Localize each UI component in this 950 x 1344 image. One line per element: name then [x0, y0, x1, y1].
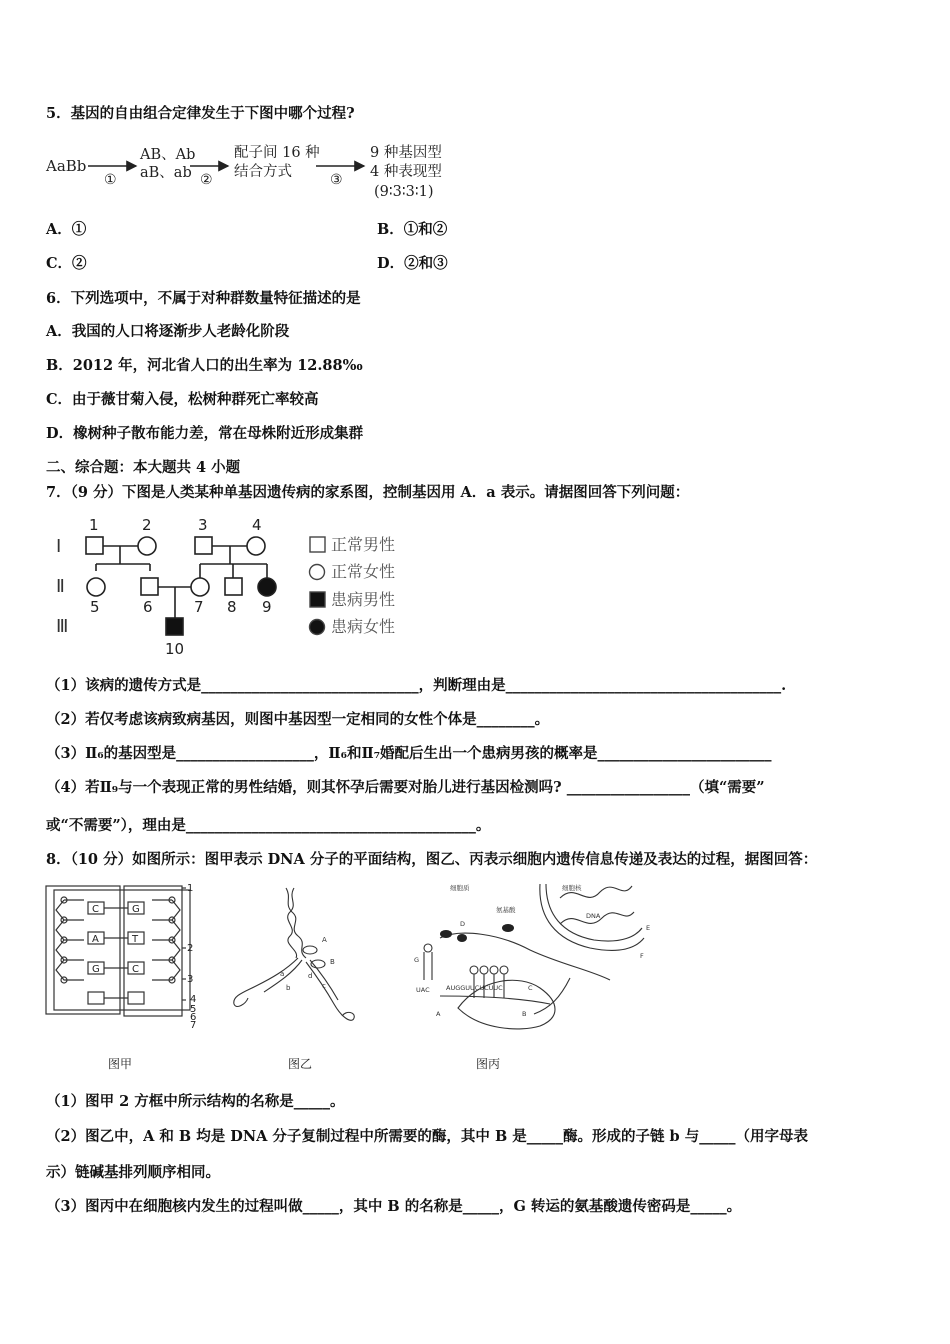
q8-sub2: （2）图乙中，A 和 B 均是 DNA 分子复制过程中所需要的酶，其中 B 是_____酶。形成的子链 b 与_____（用字母表 [46, 1128, 808, 1145]
gen-label-3: Ⅲ [56, 616, 69, 637]
q8-sub2-cont: 示）链碱基排列顺序相同。 [46, 1164, 220, 1181]
figure-bing-translation [410, 878, 650, 1074]
individual-III10 [166, 618, 183, 635]
q8-sub1: （1）图甲 2 方框中所示结构的名称是_____。 [46, 1093, 345, 1110]
individual-I3 [195, 537, 212, 554]
gen-label-2: Ⅱ [56, 576, 65, 597]
svg-text:C: C [92, 904, 99, 915]
svg-text:T: T [132, 934, 139, 945]
q7-sub4: （4）若Ⅱ₉与一个表现正常的男性结婚，则其怀孕后需要对胎儿进行基因检测吗? _________________（填“需要” [46, 779, 765, 796]
individual-II9 [258, 578, 276, 596]
svg-text:6: 6 [190, 1012, 197, 1023]
svg-text:9: 9 [262, 598, 272, 616]
svg-text:E: E [646, 924, 650, 932]
q5-option-d: D．②和③ [377, 255, 448, 272]
svg-text:7: 7 [194, 598, 204, 616]
q5-option-b: B．①和② [377, 221, 448, 238]
svg-text:G: G [92, 964, 100, 975]
svg-text:4 种表现型: 4 种表现型 [370, 164, 442, 180]
svg-text:A: A [322, 936, 327, 944]
svg-text:d: d [308, 972, 313, 980]
svg-text:10: 10 [165, 640, 185, 658]
individual-II7 [191, 578, 209, 596]
svg-text:A: A [436, 1010, 441, 1018]
q7-sub2: （2）若仅考虑该病致病基因，则图中基因型一定相同的女性个体是________。 [46, 711, 550, 728]
svg-text:②: ② [200, 172, 213, 188]
q7-stem: 7．（9 分）下图是人类某种单基因遗传病的家系图，控制基因用 A．a 表示。请据图回答下列问题： [46, 484, 690, 501]
svg-text:UAC: UAC [416, 986, 430, 994]
svg-text:c: c [322, 982, 326, 990]
svg-text:4: 4 [190, 994, 197, 1005]
q6-option-b: B．2012 年，河北省人口的出生率为 12.88‰ [46, 357, 363, 374]
svg-text:8: 8 [227, 598, 237, 616]
svg-text:C: C [528, 984, 533, 992]
individual-II5 [87, 578, 105, 596]
legend-normal-female: 正常女性 [331, 562, 396, 581]
svg-text:(9∶3∶3∶1): (9∶3∶3∶1) [374, 184, 434, 200]
svg-text:D: D [460, 920, 466, 928]
svg-text:③: ③ [330, 172, 343, 188]
svg-text:①: ① [104, 172, 117, 188]
individual-I2 [138, 537, 156, 555]
q6-option-a: A．我国的人口将逐渐步人老龄化阶段 [46, 323, 290, 340]
svg-text:7: 7 [190, 1020, 197, 1031]
svg-text:3: 3 [198, 516, 208, 534]
svg-text:2: 2 [187, 943, 194, 954]
legend-affected-female: 患病女性 [331, 617, 396, 636]
pedigree-chart [44, 512, 424, 660]
q5-process-diagram [44, 138, 464, 204]
svg-text:配子间 16 种: 配子间 16 种 [234, 145, 320, 161]
svg-text:B: B [522, 1010, 527, 1018]
individual-I4 [247, 537, 265, 555]
svg-text:9 种基因型: 9 种基因型 [370, 145, 442, 161]
svg-text:aB、ab: aB、ab [140, 165, 192, 181]
figure-bing-caption: 图丙 [476, 1057, 501, 1071]
svg-text:结合方式: 结合方式 [234, 164, 292, 180]
individual-I1 [86, 537, 103, 554]
q6-option-c: C．由于薇甘菊入侵，松树种群死亡率较高 [46, 391, 319, 408]
svg-text:b: b [286, 984, 291, 992]
q5-stem: 5．基因的自由组合定律发生于下图中哪个过程? [46, 105, 355, 122]
q6-option-d: D．橡树种子散布能力差，常在母株附近形成集群 [46, 425, 364, 442]
figure-yi-replication [226, 878, 376, 1074]
q7-sub3: （3）Ⅱ₆的基因型是___________________，Ⅱ₆和Ⅱ₇婚配后生出一个患病男孩的概率是________________________ [46, 745, 772, 762]
individual-II6 [141, 578, 158, 595]
svg-text:A: A [92, 934, 99, 945]
svg-text:G: G [132, 904, 140, 915]
svg-text:细胞核: 细胞核 [562, 884, 582, 892]
q8-stem: 8．（10 分）如图所示：图甲表示 DNA 分子的平面结构，图乙、丙表示细胞内遗传信息传递及表达的过程，据图回答： [46, 851, 818, 868]
svg-text:AaBb: AaBb [46, 157, 87, 175]
section-title: 二、综合题：本大题共 4 小题 [46, 459, 241, 476]
svg-text:G: G [414, 956, 420, 964]
q5-option-c: C．② [46, 255, 87, 272]
svg-text:a: a [280, 970, 285, 978]
svg-text:细胞质: 细胞质 [450, 884, 470, 892]
legend-normal-male: 正常男性 [331, 535, 396, 554]
figure-jia-caption: 图甲 [108, 1057, 133, 1071]
svg-text:5: 5 [190, 1004, 197, 1015]
svg-text:2: 2 [142, 516, 152, 534]
gen-label-1: Ⅰ [56, 536, 62, 557]
figure-jia-dna-structure [44, 878, 209, 1074]
q5-option-a: A．① [46, 221, 87, 238]
svg-text:AUGGUUCUCUUC: AUGGUUCUCUUC [446, 984, 503, 992]
svg-text:6: 6 [143, 598, 153, 616]
svg-text:5: 5 [90, 598, 100, 616]
svg-text:AB、Ab: AB、Ab [140, 147, 196, 163]
q6-stem: 6．下列选项中，不属于对种群数量特征描述的是 [46, 290, 361, 307]
svg-text:DNA: DNA [586, 912, 601, 920]
q7-sub4-cont: 或“不需要”），理由是________________________________________。 [46, 817, 491, 834]
individual-II8 [225, 578, 242, 595]
svg-text:B: B [330, 958, 335, 966]
svg-text:氨基酸: 氨基酸 [496, 906, 516, 914]
q7-sub1: （1）该病的遗传方式是______________________________，判断理由是______________________________________. [46, 677, 787, 694]
legend-affected-male: 患病男性 [331, 590, 396, 609]
svg-text:1: 1 [187, 883, 194, 894]
svg-text:F: F [640, 952, 644, 960]
q8-sub3: （3）图丙中在细胞核内发生的过程叫做_____，其中 B 的名称是_____，G 转运的氨基酸遗传密码是_____。 [46, 1198, 742, 1215]
svg-text:1: 1 [89, 516, 99, 534]
svg-text:3: 3 [187, 974, 194, 985]
svg-text:C: C [132, 964, 139, 975]
figure-yi-caption: 图乙 [288, 1057, 313, 1071]
svg-text:4: 4 [252, 516, 262, 534]
